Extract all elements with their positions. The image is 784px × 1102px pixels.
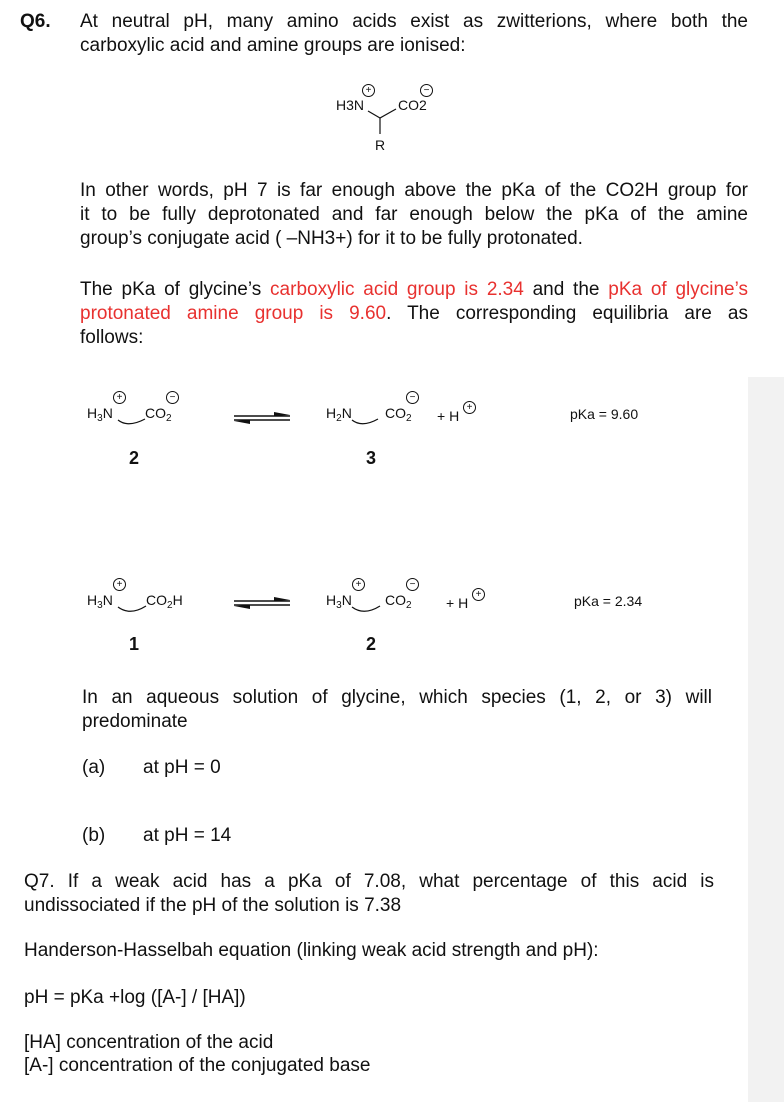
plus-charge-icon: + [352,578,365,591]
minus-charge-icon: − [406,578,419,591]
eq2-right-carboxylate: $CO_2$ [385,592,412,611]
eq2-left-acid: $CO_2H$ [146,592,183,611]
para2-text-f: . The corresponding equilibria are as [386,303,748,324]
eq1-left-carboxylate: $CO_2$ [145,405,172,424]
minus-charge-icon: − [166,391,179,404]
eq1-pka: pKa = 9.60 [570,406,639,422]
q7-line-2: undissociated if the pH of the solution is 7.38 [24,895,402,916]
para2-text-a: The pKa of glycine’s [80,279,271,300]
def-a: [A-] concentration of the conjugated base [24,1055,371,1076]
part-a-label: (a) [82,757,106,778]
eq1-left-label: 2 [129,448,140,468]
para2-highlight-carboxylic: carboxylic acid group is 2.34 [270,279,524,300]
para2-highlight-pka: pKa of glycine’s [608,279,749,300]
plus-charge-icon: + [113,391,126,404]
plus-charge-icon: + [463,401,476,414]
plus-charge-icon: + [472,588,485,601]
para2-text-c: and the [523,279,609,300]
minus-charge-icon: − [420,84,433,97]
minus-charge-icon: − [406,391,419,404]
eq1-proton: + H [437,408,460,424]
plus-charge-icon: + [362,84,375,97]
plus-charge-icon: + [113,578,126,591]
para1-line-2: it to be fully deprotonated and far enough below the pKa of the amine [80,204,748,225]
question-line-2: predominate [82,711,188,732]
zwitterion-carboxylate: CO2 [398,97,427,113]
part-b-text: at pH = 14 [143,825,232,846]
part-b-label: (b) [82,825,106,846]
intro-line-1: At neutral pH, many amino acids exist as zwitterions, where both the [80,11,748,32]
zwitterion-r-group: R [375,137,386,153]
eq1-right-carboxylate: $CO_2$ [385,405,412,424]
eq2-right-label: 2 [366,634,377,654]
eq2-proton: + H [446,595,469,611]
def-ha: [HA] concentration of the acid [24,1032,274,1053]
eq1-right-amine: $H_2N$ [326,405,352,424]
para2-line-3: follows: [80,327,144,348]
hh-equation: pH = pKa +log ([A-] / [HA]) [24,987,246,1008]
eq2-left-label: 1 [129,634,140,654]
hh-title: Handerson-Hasselbah equation (linking weak acid strength and pH): [24,940,599,961]
eq1-right-label: 3 [366,448,377,468]
para1-line-3: group’s conjugate acid ( –NH3+) for it to be fully protonated. [80,228,583,249]
eq1-left-amine: $H_3N$ [87,405,113,424]
question-line-1: In an aqueous solution of glycine, which species (1, 2, or 3) will [82,687,712,708]
eq2-left-amine: $H_3N$ [87,592,113,611]
eq2-pka: pKa = 2.34 [574,593,643,609]
eq2-right-amine: $H_3N$ [326,592,352,611]
intro-line-2: carboxylic acid and amine groups are ionised: [80,35,466,56]
part-a-text: at pH = 0 [143,757,221,778]
para1-line-1: In other words, pH 7 is far enough above the pKa of the CO2H group for [80,180,748,201]
para2-highlight-amine: protonated amine group is 9.60 [80,303,387,324]
question-number: Q6. [20,11,51,32]
zwitterion-amine: H3N [336,97,365,113]
q7-line-1: Q7. If a weak acid has a pKa of 7.08, what percentage of this acid is [24,871,714,892]
